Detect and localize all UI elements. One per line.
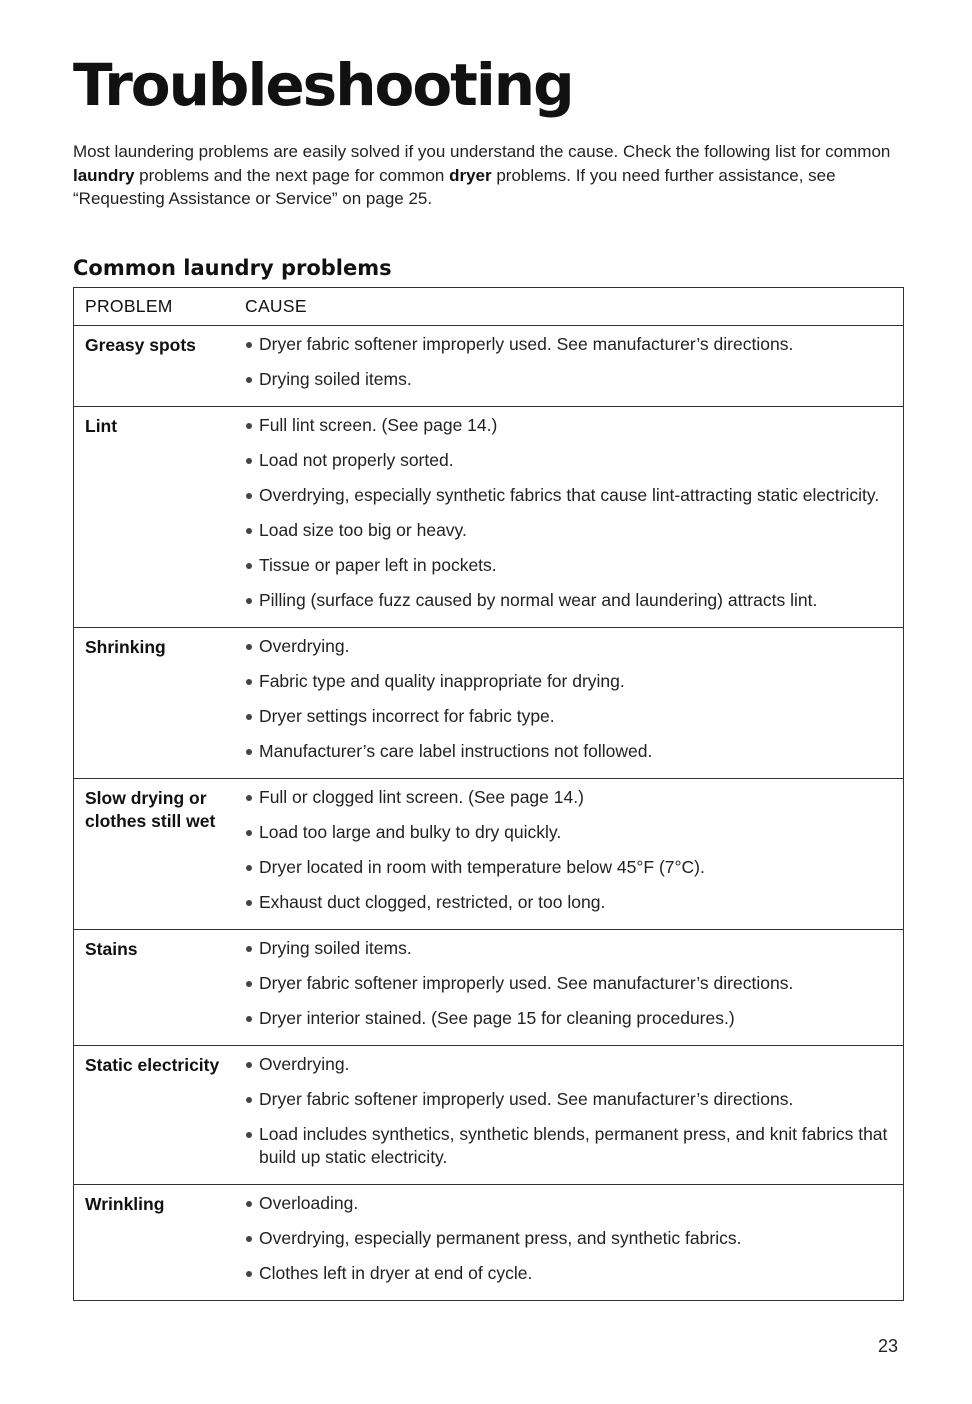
cause-item: Full or clogged lint screen. (See page 14.) — [245, 786, 903, 809]
problem-label: Wrinkling — [85, 1194, 165, 1214]
table-row — [74, 930, 903, 1046]
cause-item: Pilling (surface fuzz caused by normal wear and laundering) attracts lint. — [245, 589, 903, 612]
table-row — [74, 628, 903, 779]
table-row — [74, 779, 903, 930]
cause-cell — [245, 937, 903, 1042]
troubleshooting-table — [73, 287, 904, 1301]
cause-list — [245, 414, 903, 612]
table-body — [74, 326, 903, 1300]
cause-item: Dryer fabric softener improperly used. See manufacturer’s directions. — [245, 1088, 903, 1111]
intro-bold-laundry: laundry — [73, 165, 135, 185]
header-cause: CAUSE — [245, 296, 307, 316]
cause-item: Load not properly sorted. — [245, 449, 903, 472]
cause-item: Overdrying. — [245, 635, 903, 658]
table-row — [74, 326, 903, 407]
cause-cell — [245, 1192, 903, 1297]
cause-item: Dryer interior stained. (See page 15 for cleaning procedures.) — [245, 1007, 903, 1030]
cause-item: Clothes left in dryer at end of cycle. — [245, 1262, 903, 1285]
cause-cell — [245, 333, 903, 403]
cause-item: Overdrying, especially synthetic fabrics that cause lint-attracting static electricity. — [245, 484, 903, 507]
cause-list — [245, 786, 903, 914]
cause-list — [245, 1053, 903, 1169]
intro-text-2: problems and the next page for common — [134, 165, 450, 185]
cause-item: Full lint screen. (See page 14.) — [245, 414, 903, 437]
page-title: Troubleshooting — [73, 51, 573, 119]
cause-list — [245, 333, 903, 391]
section-heading: Common laundry problems — [73, 256, 392, 280]
cause-item: Tissue or paper left in pockets. — [245, 554, 903, 577]
cause-item: Manufacturer’s care label instructions not followed. — [245, 740, 903, 763]
cause-list — [245, 635, 903, 763]
cause-list — [245, 1192, 903, 1285]
cause-item: Dryer located in room with temperature below 45°F (7°C). — [245, 856, 903, 879]
intro-bold-dryer: dryer — [449, 165, 492, 185]
cause-item: Overdrying. — [245, 1053, 903, 1076]
cause-item: Load includes synthetics, synthetic blends, permanent press, and knit fabrics that build up static electricity. — [245, 1123, 903, 1169]
cause-item: Dryer settings incorrect for fabric type. — [245, 705, 903, 728]
table-row — [74, 407, 903, 628]
cause-cell — [245, 414, 903, 624]
cause-item: Fabric type and quality inappropriate for drying. — [245, 670, 903, 693]
cause-item: Overloading. — [245, 1192, 903, 1215]
intro-text-1: Most laundering problems are easily solved if you understand the cause. Check the following list for common — [73, 142, 891, 161]
header-problem: PROBLEM — [85, 296, 173, 316]
problem-label: Greasy spots — [85, 335, 196, 355]
problem-label: Stains — [85, 939, 138, 959]
cause-cell — [245, 1053, 903, 1181]
page-number: 23 — [878, 1336, 899, 1356]
table-row — [74, 1185, 903, 1300]
cause-item: Load too large and bulky to dry quickly. — [245, 821, 903, 844]
cause-cell — [245, 786, 903, 926]
intro-paragraph — [73, 140, 903, 211]
cause-item: Overdrying, especially permanent press, and synthetic fabrics. — [245, 1227, 903, 1250]
cause-item: Load size too big or heavy. — [245, 519, 903, 542]
problem-label: Slow drying or clothes still wet — [85, 788, 216, 831]
cause-item: Drying soiled items. — [245, 937, 903, 960]
cause-item: Exhaust duct clogged, restricted, or too long. — [245, 891, 903, 914]
cause-item: Dryer fabric softener improperly used. See manufacturer’s directions. — [245, 333, 903, 356]
cause-item: Dryer fabric softener improperly used. See manufacturer’s directions. — [245, 972, 903, 995]
table-row — [74, 1046, 903, 1185]
cause-item: Drying soiled items. — [245, 368, 903, 391]
problem-label: Lint — [85, 416, 118, 436]
cause-list — [245, 937, 903, 1030]
problem-label: Shrinking — [85, 637, 166, 657]
cause-cell — [245, 635, 903, 775]
intro-text-3: problems. If you need further assistance, see “Requesting Assistance or Service” on page 25. — [73, 165, 836, 208]
table-header — [74, 288, 903, 326]
problem-label: Static electricity — [85, 1055, 220, 1075]
